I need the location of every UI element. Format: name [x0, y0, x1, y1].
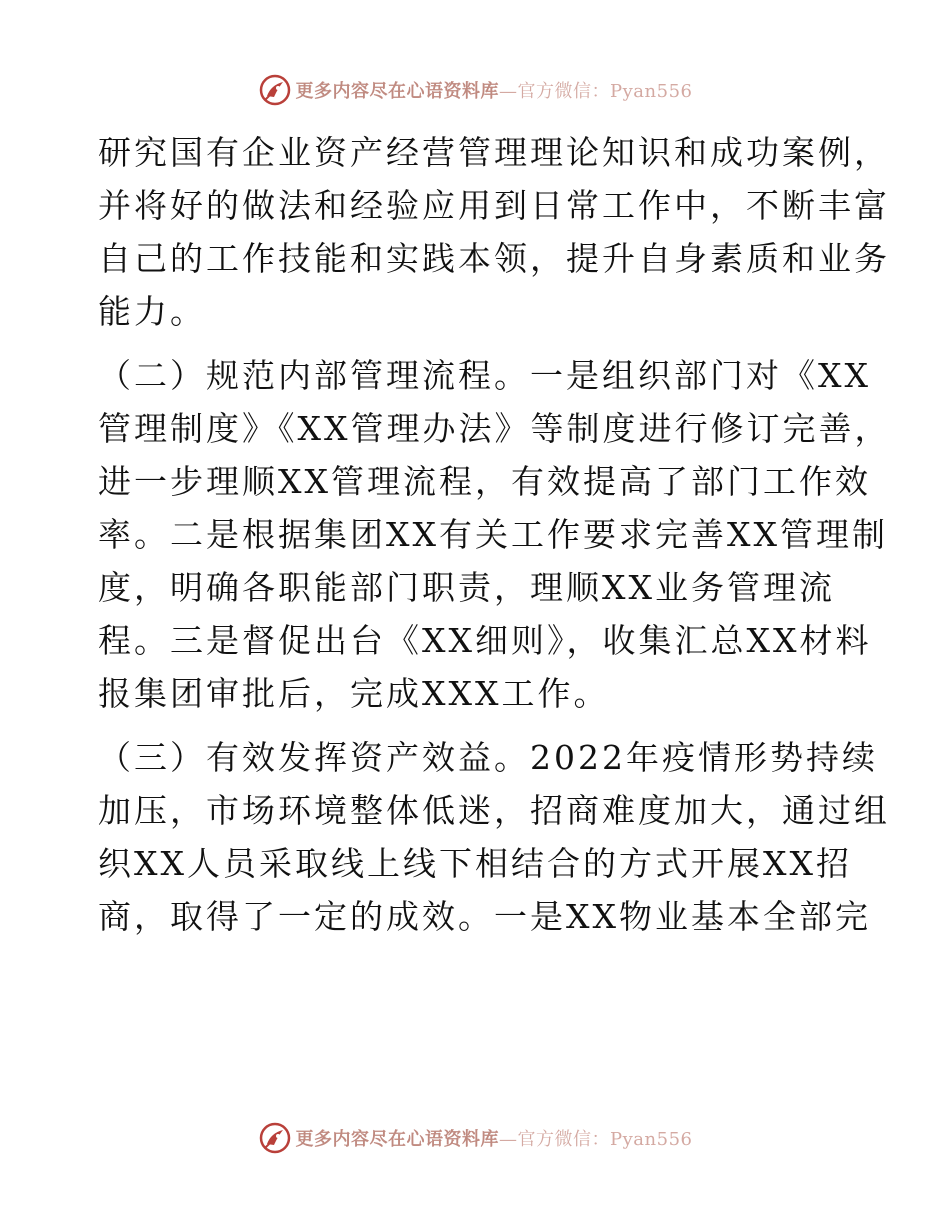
- footer-banner-main-text: 更多内容尽在心语资料库: [295, 1129, 500, 1150]
- footer-banner-text: [296, 1125, 693, 1151]
- paragraph-line: 进一步理顺XX管理流程，有效提高了部门工作效: [98, 462, 871, 501]
- paragraph-line: 并将好的做法和经验应用到日常工作中，不断丰富: [98, 186, 890, 225]
- header-banner-content: [258, 73, 693, 107]
- body-paragraph: [98, 126, 890, 338]
- paragraph-line: 报集团审批后，完成XXX工作。: [98, 674, 610, 713]
- paragraph-line: 率。二是根据集团XX有关工作要求完善XX管理制: [98, 515, 888, 554]
- library-logo-icon: [258, 1121, 292, 1155]
- paragraph-line: 程。三是督促出台《XX细则》，收集汇总XX材料: [98, 621, 872, 660]
- paragraph-line: 度，明确各职能部门职责，理顺XX业务管理流: [98, 568, 835, 607]
- paragraph-line: 能力。: [98, 292, 206, 331]
- paragraph-line: （二）规范内部管理流程。一是组织部门对《XX: [98, 356, 871, 395]
- footer-banner-wechat-text: —官方微信：Pyan556: [499, 1129, 693, 1150]
- body-paragraph: [98, 731, 890, 943]
- header-banner-main-text: 更多内容尽在心语资料库: [295, 81, 500, 102]
- footer-banner-content: [258, 1121, 693, 1155]
- paragraph-line: 加压，市场环境整体低迷，招商难度加大，通过组: [98, 791, 890, 830]
- footer-banner: [0, 1118, 950, 1158]
- body-paragraph: [98, 349, 891, 720]
- paragraph-line: 管理制度》《XX管理办法》等制度进行修订完善，: [98, 409, 891, 448]
- document-body: [98, 126, 891, 943]
- header-banner-wechat-text: —官方微信：Pyan556: [499, 81, 693, 102]
- header-banner: [0, 70, 950, 110]
- header-banner-text: [296, 77, 693, 103]
- paragraph-line: （三）有效发挥资产效益。2022年疫情形势持续: [98, 738, 878, 777]
- paragraph-line: 织XX人员采取线上线下相结合的方式开展XX招: [98, 844, 852, 883]
- library-logo-icon: [258, 73, 292, 107]
- paragraph-line: 自己的工作技能和实践本领，提升自身素质和业务: [98, 239, 890, 278]
- paragraph-line: 商，取得了一定的成效。一是XX物业基本全部完: [98, 897, 871, 936]
- paragraph-line: 研究国有企业资产经营管理理论知识和成功案例，: [98, 133, 890, 172]
